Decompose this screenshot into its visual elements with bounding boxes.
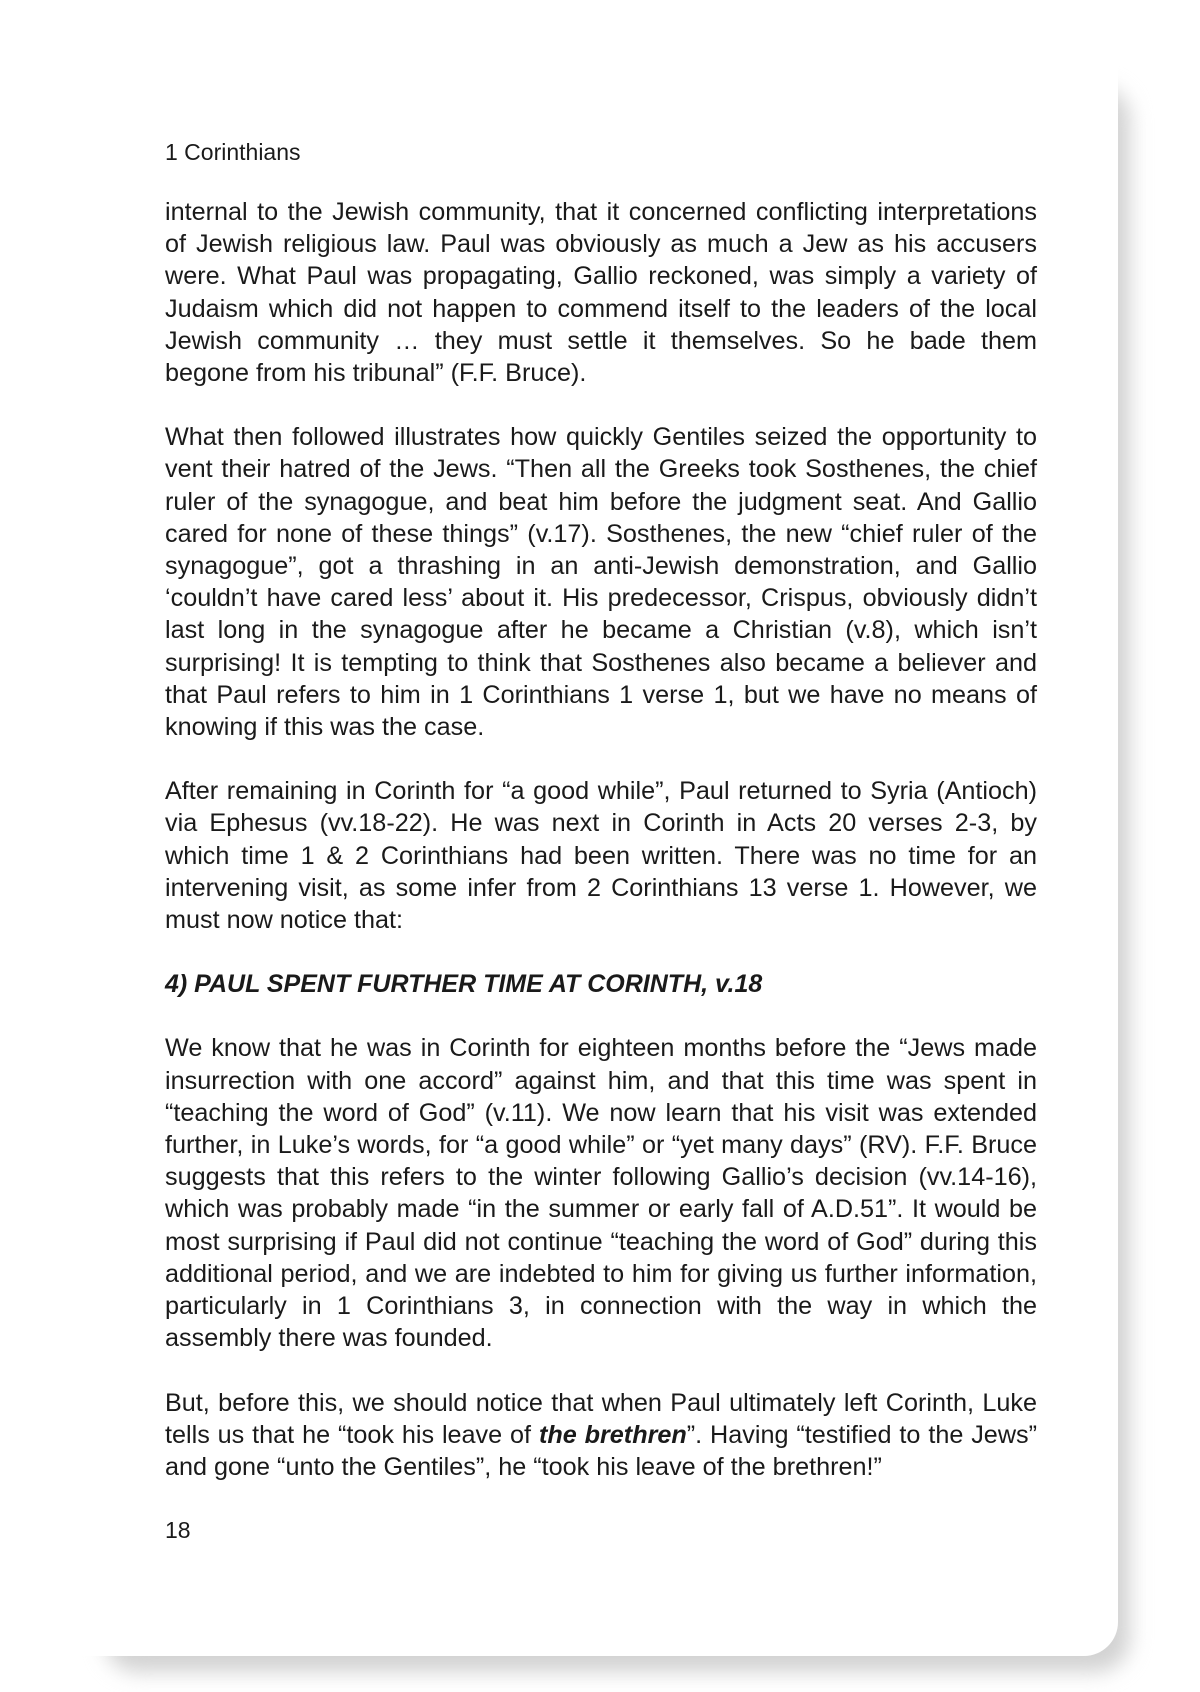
paragraph-return-to-syria: After remaining in Corinth for “a good while”, Paul returned to Syria (Antioch) via Ephesus (vv.18-22). He was next in Corinth in Acts 20 verses 2-3, by which time 1 & 2 Corinthians had been written. There was no time for an intervening visit, as some infer from 2 Corinthians 13 verse 1. However, we must now notice that: (165, 777, 1037, 935)
paragraph-further-time: We know that he was in Corinth for eighteen months before the “Jews made insurrection with one accord” against him, and that this time was spent in “teaching the word of God” (v.11). We now learn that his visit was extended further, in Luke’s words, for “a good while” or “yet many days” (RV). F.F. Bruce suggests that this refers to the winter following Gallio’s decision (vv.14-16), which was probably made “in the summer or early fall of A.D.51”. It would be most surprising if Paul did not continue “teaching the word of God” during this additional period, and we are indebted to him for giving us further information, particularly in 1 Corinthians 3, in connection with the way in which the assembly there was founded. (165, 1034, 1037, 1353)
paragraph-leave-of-brethren (165, 1387, 1037, 1484)
paragraph-sosthenes: What then followed illustrates how quickly Gentiles seized the opportunity to vent their hatred of the Jews. “Then all the Greeks took Sosthenes, the chief ruler of the synagogue, and beat him before the judgment seat. And Gallio cared for none of these things” (v.17). Sosthenes, the new “chief ruler of the synagogue”, got a thrashing in an anti-Jewish demonstration, and Gallio ‘couldn’t have cared less’ about it. His predecessor, Crispus, obviously didn’t last long in the synagogue after he became a Christian (v.8), which isn’t surprising! It is tempting to think that Sosthenes also became a believer and that Paul refers to him in 1 Corinthians 1 verse 1, but we have no means of knowing if this was the case. (165, 423, 1037, 742)
body-text (165, 196, 1037, 1515)
paragraph-text-before: But, before this, we should notice that when Paul ultimately left Corinth, Luke tells us that he “took his leave of (165, 1388, 1037, 1449)
paragraph-gallio-quote: internal to the Jewish community, that it concerned conflicting interpretations of Jewish religious law. Paul was obviously as much a Jew as his accusers were. What Paul was propagating, Gallio reckoned, was simply a variety of Judaism which did not happen to commend itself to the leaders of the local Jewish community … they must settle it themselves. So he bade them begone from his tribunal” (F.F. Bruce). (165, 198, 1037, 388)
section-heading: 4) PAUL SPENT FURTHER TIME AT CORINTH, v.18 (165, 970, 763, 999)
paragraph-text-after: ”. Having “testified to the Jews” and gone “unto the Gentiles”, he “took his leave of the brethren!” (165, 1420, 1037, 1481)
page-number: 18 (165, 1517, 191, 1543)
running-header: 1 Corinthians (165, 139, 301, 165)
emphasis-the-brethren: the brethren (538, 1420, 687, 1449)
